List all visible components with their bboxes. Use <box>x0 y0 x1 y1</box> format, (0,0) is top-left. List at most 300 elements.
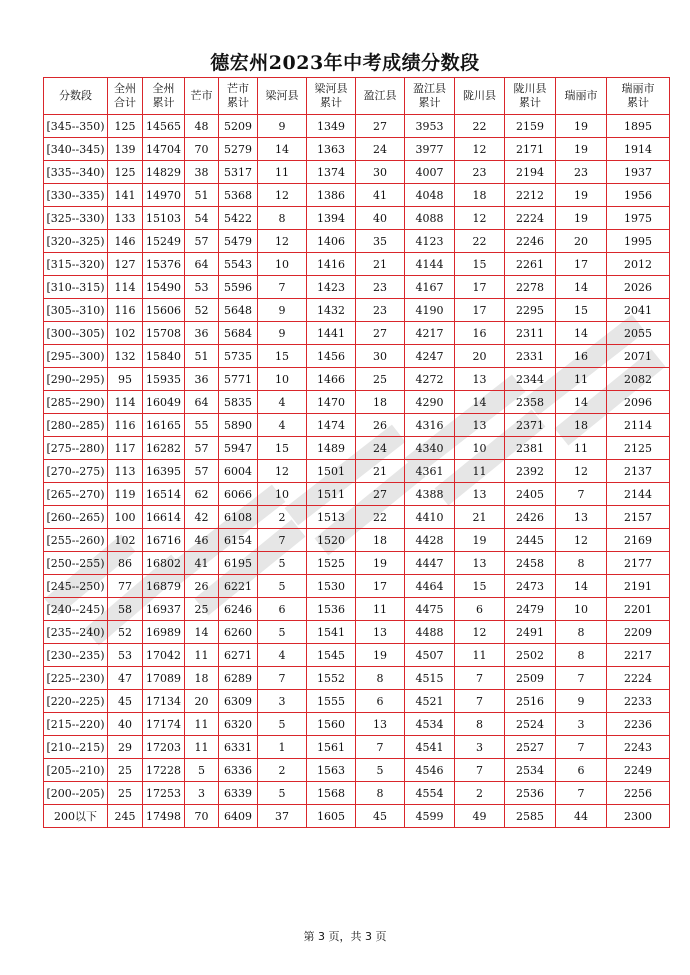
column-header-text: 累计 <box>418 96 441 109</box>
count-cell: 5279 <box>219 138 258 161</box>
table-row <box>44 276 670 299</box>
count-cell: 17 <box>356 575 405 598</box>
count-cell: 30 <box>356 161 405 184</box>
table-row <box>44 322 670 345</box>
count-cell: 19 <box>455 529 505 552</box>
count-cell: 16395 <box>143 460 185 483</box>
count-cell: 6320 <box>219 713 258 736</box>
count-cell: 5 <box>258 713 307 736</box>
count-cell: 23 <box>556 161 607 184</box>
count-cell: 17134 <box>143 690 185 713</box>
count-cell: 100 <box>108 506 143 529</box>
count-cell: 4217 <box>405 322 455 345</box>
count-cell: 4488 <box>405 621 455 644</box>
count-cell: 11 <box>455 460 505 483</box>
count-cell: 24 <box>356 437 405 460</box>
column-header-text: 芒市 <box>227 82 249 95</box>
count-cell: 2082 <box>607 368 670 391</box>
count-cell: 2233 <box>607 690 670 713</box>
count-cell: 4167 <box>405 276 455 299</box>
count-cell: 11 <box>556 437 607 460</box>
count-cell: 18 <box>455 184 505 207</box>
column-header-text: 陇川县 <box>513 82 547 95</box>
count-cell: 15 <box>258 437 307 460</box>
column-header <box>505 78 556 115</box>
count-cell: 2331 <box>505 345 556 368</box>
count-cell: 1 <box>258 736 307 759</box>
count-cell: 11 <box>455 644 505 667</box>
count-cell: 2125 <box>607 437 670 460</box>
count-cell: 47 <box>108 667 143 690</box>
count-cell: 36 <box>185 368 219 391</box>
count-cell: 58 <box>108 598 143 621</box>
count-cell: 1914 <box>607 138 670 161</box>
count-cell: 1530 <box>307 575 356 598</box>
count-cell: 19 <box>556 184 607 207</box>
count-cell: 13 <box>455 552 505 575</box>
count-cell: 1895 <box>607 115 670 138</box>
count-cell: 51 <box>185 345 219 368</box>
count-cell: 4316 <box>405 414 455 437</box>
count-cell: 1975 <box>607 207 670 230</box>
count-cell: 16879 <box>143 575 185 598</box>
count-cell: 6336 <box>219 759 258 782</box>
column-header-text: 累计 <box>320 96 342 109</box>
count-cell: 8 <box>556 621 607 644</box>
table-row <box>44 414 670 437</box>
count-cell: 17 <box>556 253 607 276</box>
count-cell: 245 <box>108 805 143 828</box>
count-cell: 3977 <box>405 138 455 161</box>
count-cell: 4521 <box>405 690 455 713</box>
count-cell: 30 <box>356 345 405 368</box>
count-cell: 14565 <box>143 115 185 138</box>
count-cell: 2071 <box>607 345 670 368</box>
count-cell: 2295 <box>505 299 556 322</box>
count-cell: 2536 <box>505 782 556 805</box>
count-cell: 14704 <box>143 138 185 161</box>
table-row <box>44 529 670 552</box>
count-cell: 117 <box>108 437 143 460</box>
table-row <box>44 713 670 736</box>
count-cell: 2344 <box>505 368 556 391</box>
count-cell: 2278 <box>505 276 556 299</box>
count-cell: 23 <box>356 276 405 299</box>
count-cell: 4 <box>258 414 307 437</box>
count-cell: 9 <box>258 322 307 345</box>
count-cell: 4475 <box>405 598 455 621</box>
table-row <box>44 437 670 460</box>
count-cell: 1560 <box>307 713 356 736</box>
score-range-cell: [205--210) <box>44 759 108 782</box>
count-cell: 4447 <box>405 552 455 575</box>
count-cell: 16989 <box>143 621 185 644</box>
table-row <box>44 621 670 644</box>
table-row <box>44 138 670 161</box>
count-cell: 19 <box>356 552 405 575</box>
count-cell: 15103 <box>143 207 185 230</box>
count-cell: 2534 <box>505 759 556 782</box>
count-cell: 2249 <box>607 759 670 782</box>
count-cell: 18 <box>356 391 405 414</box>
count-cell: 77 <box>108 575 143 598</box>
count-cell: 51 <box>185 184 219 207</box>
count-cell: 4088 <box>405 207 455 230</box>
count-cell: 7 <box>258 276 307 299</box>
count-cell: 4428 <box>405 529 455 552</box>
count-cell: 8 <box>258 207 307 230</box>
count-cell: 10 <box>556 598 607 621</box>
column-header <box>455 78 505 115</box>
count-cell: 4534 <box>405 713 455 736</box>
column-header <box>143 78 185 115</box>
score-range-cell: [320--325) <box>44 230 108 253</box>
count-cell: 17 <box>455 299 505 322</box>
column-header-text: 合计 <box>114 96 136 109</box>
count-cell: 4361 <box>405 460 455 483</box>
count-cell: 3 <box>455 736 505 759</box>
table-row <box>44 230 670 253</box>
count-cell: 25 <box>356 368 405 391</box>
count-cell: 4410 <box>405 506 455 529</box>
count-cell: 14 <box>556 391 607 414</box>
column-header <box>108 78 143 115</box>
score-range-cell: [315--320) <box>44 253 108 276</box>
count-cell: 48 <box>185 115 219 138</box>
count-cell: 17498 <box>143 805 185 828</box>
table-row <box>44 161 670 184</box>
count-cell: 2445 <box>505 529 556 552</box>
count-cell: 7 <box>556 736 607 759</box>
count-cell: 18 <box>556 414 607 437</box>
count-cell: 2392 <box>505 460 556 483</box>
count-cell: 70 <box>185 805 219 828</box>
count-cell: 41 <box>185 552 219 575</box>
count-cell: 16514 <box>143 483 185 506</box>
count-cell: 7 <box>556 782 607 805</box>
count-cell: 44 <box>556 805 607 828</box>
count-cell: 11 <box>258 161 307 184</box>
table-row <box>44 759 670 782</box>
count-cell: 10 <box>258 483 307 506</box>
column-header <box>185 78 219 115</box>
count-cell: 5684 <box>219 322 258 345</box>
count-cell: 5 <box>258 575 307 598</box>
count-cell: 45 <box>108 690 143 713</box>
count-cell: 16165 <box>143 414 185 437</box>
count-cell: 3953 <box>405 115 455 138</box>
score-range-cell: [275--280) <box>44 437 108 460</box>
count-cell: 16614 <box>143 506 185 529</box>
column-header-text: 芒市 <box>190 89 213 102</box>
count-cell: 16282 <box>143 437 185 460</box>
count-cell: 4599 <box>405 805 455 828</box>
count-cell: 6 <box>356 690 405 713</box>
page-title: 德宏州2023年中考成绩分数段 <box>210 52 480 74</box>
count-cell: 19 <box>556 115 607 138</box>
count-cell: 2381 <box>505 437 556 460</box>
count-cell: 6 <box>556 759 607 782</box>
count-cell: 9 <box>556 690 607 713</box>
score-range-cell: [335--340) <box>44 161 108 184</box>
count-cell: 2256 <box>607 782 670 805</box>
column-header-text: 全州 <box>114 82 136 95</box>
count-cell: 2159 <box>505 115 556 138</box>
count-cell: 6260 <box>219 621 258 644</box>
column-header-text: 累计 <box>627 96 649 109</box>
count-cell: 6195 <box>219 552 258 575</box>
count-cell: 2502 <box>505 644 556 667</box>
count-cell: 16 <box>556 345 607 368</box>
count-cell: 52 <box>185 299 219 322</box>
count-cell: 4123 <box>405 230 455 253</box>
count-cell: 2491 <box>505 621 556 644</box>
count-cell: 16049 <box>143 391 185 414</box>
count-cell: 2114 <box>607 414 670 437</box>
score-range-cell: [235--240) <box>44 621 108 644</box>
count-cell: 1432 <box>307 299 356 322</box>
count-cell: 20 <box>185 690 219 713</box>
column-header <box>607 78 670 115</box>
table-row <box>44 598 670 621</box>
count-cell: 4541 <box>405 736 455 759</box>
count-cell: 113 <box>108 460 143 483</box>
count-cell: 14 <box>455 391 505 414</box>
count-cell: 10 <box>455 437 505 460</box>
column-header <box>405 78 455 115</box>
count-cell: 2212 <box>505 184 556 207</box>
count-cell: 19 <box>556 207 607 230</box>
count-cell: 1394 <box>307 207 356 230</box>
count-cell: 22 <box>455 115 505 138</box>
count-cell: 6331 <box>219 736 258 759</box>
count-cell: 5317 <box>219 161 258 184</box>
count-cell: 9 <box>258 299 307 322</box>
table-row <box>44 483 670 506</box>
count-cell: 5543 <box>219 253 258 276</box>
count-cell: 7 <box>258 667 307 690</box>
count-cell: 16716 <box>143 529 185 552</box>
column-header-text: 梁河县 <box>314 82 348 95</box>
count-cell: 36 <box>185 322 219 345</box>
count-cell: 6221 <box>219 575 258 598</box>
count-cell: 2224 <box>505 207 556 230</box>
count-cell: 11 <box>185 713 219 736</box>
count-cell: 13 <box>356 713 405 736</box>
count-cell: 1605 <box>307 805 356 828</box>
score-range-cell: [225--230) <box>44 667 108 690</box>
count-cell: 12 <box>258 230 307 253</box>
count-cell: 15490 <box>143 276 185 299</box>
count-cell: 1386 <box>307 184 356 207</box>
count-cell: 7 <box>556 483 607 506</box>
count-cell: 15 <box>455 253 505 276</box>
count-cell: 5947 <box>219 437 258 460</box>
count-cell: 29 <box>108 736 143 759</box>
count-cell: 86 <box>108 552 143 575</box>
count-cell: 1363 <box>307 138 356 161</box>
count-cell: 2201 <box>607 598 670 621</box>
count-cell: 5 <box>258 552 307 575</box>
count-cell: 64 <box>185 253 219 276</box>
count-cell: 1423 <box>307 276 356 299</box>
count-cell: 1545 <box>307 644 356 667</box>
count-cell: 17203 <box>143 736 185 759</box>
count-cell: 1441 <box>307 322 356 345</box>
count-cell: 6108 <box>219 506 258 529</box>
count-cell: 5890 <box>219 414 258 437</box>
count-cell: 57 <box>185 230 219 253</box>
count-cell: 6339 <box>219 782 258 805</box>
score-range-cell: [330--335) <box>44 184 108 207</box>
count-cell: 1501 <box>307 460 356 483</box>
count-cell: 17042 <box>143 644 185 667</box>
count-cell: 5 <box>258 621 307 644</box>
count-cell: 24 <box>356 138 405 161</box>
count-cell: 5735 <box>219 345 258 368</box>
count-cell: 7 <box>258 529 307 552</box>
count-cell: 7 <box>455 667 505 690</box>
count-cell: 4 <box>258 391 307 414</box>
count-cell: 12 <box>455 138 505 161</box>
count-cell: 41 <box>356 184 405 207</box>
count-cell: 25 <box>185 598 219 621</box>
count-cell: 5596 <box>219 276 258 299</box>
count-cell: 11 <box>356 598 405 621</box>
count-cell: 1349 <box>307 115 356 138</box>
count-cell: 40 <box>108 713 143 736</box>
count-cell: 6066 <box>219 483 258 506</box>
count-cell: 4515 <box>405 667 455 690</box>
count-cell: 14970 <box>143 184 185 207</box>
table-row <box>44 782 670 805</box>
score-range-cell: [255--260) <box>44 529 108 552</box>
table-row <box>44 253 670 276</box>
column-header-text: 分数段 <box>59 89 92 102</box>
count-cell: 116 <box>108 299 143 322</box>
count-cell: 20 <box>455 345 505 368</box>
count-cell: 2 <box>258 759 307 782</box>
count-cell: 133 <box>108 207 143 230</box>
count-cell: 14 <box>556 575 607 598</box>
count-cell: 40 <box>356 207 405 230</box>
score-range-cell: 200以下 <box>44 805 108 828</box>
count-cell: 5771 <box>219 368 258 391</box>
count-cell: 5835 <box>219 391 258 414</box>
count-cell: 13 <box>455 368 505 391</box>
count-cell: 1561 <box>307 736 356 759</box>
count-cell: 1470 <box>307 391 356 414</box>
table-row <box>44 299 670 322</box>
count-cell: 2194 <box>505 161 556 184</box>
count-cell: 8 <box>556 552 607 575</box>
score-range-cell: [290--295) <box>44 368 108 391</box>
count-cell: 2311 <box>505 322 556 345</box>
count-cell: 15708 <box>143 322 185 345</box>
count-cell: 70 <box>185 138 219 161</box>
score-range-cell: [345--350) <box>44 115 108 138</box>
count-cell: 2300 <box>607 805 670 828</box>
count-cell: 2458 <box>505 552 556 575</box>
score-range-cell: [200--205) <box>44 782 108 805</box>
count-cell: 2209 <box>607 621 670 644</box>
count-cell: 8 <box>556 644 607 667</box>
count-cell: 5368 <box>219 184 258 207</box>
count-cell: 11 <box>185 736 219 759</box>
count-cell: 2055 <box>607 322 670 345</box>
count-cell: 1525 <box>307 552 356 575</box>
count-cell: 141 <box>108 184 143 207</box>
count-cell: 4554 <box>405 782 455 805</box>
count-cell: 16 <box>455 322 505 345</box>
count-cell: 6289 <box>219 667 258 690</box>
count-cell: 15 <box>455 575 505 598</box>
count-cell: 14 <box>556 322 607 345</box>
count-cell: 15606 <box>143 299 185 322</box>
count-cell: 2157 <box>607 506 670 529</box>
count-cell: 11 <box>556 368 607 391</box>
count-cell: 15935 <box>143 368 185 391</box>
count-cell: 2261 <box>505 253 556 276</box>
count-cell: 1456 <box>307 345 356 368</box>
count-cell: 119 <box>108 483 143 506</box>
score-range-cell: [245--250) <box>44 575 108 598</box>
column-header-text: 全州 <box>152 82 175 95</box>
count-cell: 12 <box>258 460 307 483</box>
score-range-cell: [295--300) <box>44 345 108 368</box>
count-cell: 16937 <box>143 598 185 621</box>
count-cell: 14 <box>258 138 307 161</box>
table-body <box>44 115 670 828</box>
count-cell: 15840 <box>143 345 185 368</box>
count-cell: 22 <box>455 230 505 253</box>
page-footer: 第 3 页，共 3 页 <box>303 930 387 943</box>
column-header-text: 盈江县 <box>413 82 446 95</box>
score-range-cell: [240--245) <box>44 598 108 621</box>
count-cell: 125 <box>108 161 143 184</box>
count-cell: 13 <box>455 414 505 437</box>
count-cell: 114 <box>108 391 143 414</box>
count-cell: 2191 <box>607 575 670 598</box>
count-cell: 5 <box>185 759 219 782</box>
count-cell: 2 <box>258 506 307 529</box>
count-cell: 26 <box>185 575 219 598</box>
count-cell: 25 <box>108 759 143 782</box>
count-cell: 8 <box>356 667 405 690</box>
count-cell: 2217 <box>607 644 670 667</box>
count-cell: 2527 <box>505 736 556 759</box>
count-cell: 7 <box>556 667 607 690</box>
count-cell: 6 <box>258 598 307 621</box>
count-cell: 13 <box>356 621 405 644</box>
column-header <box>258 78 307 115</box>
count-cell: 125 <box>108 115 143 138</box>
count-cell: 1511 <box>307 483 356 506</box>
count-cell: 1416 <box>307 253 356 276</box>
score-range-cell: [210--215) <box>44 736 108 759</box>
count-cell: 114 <box>108 276 143 299</box>
count-cell: 21 <box>356 253 405 276</box>
score-range-cell: [270--275) <box>44 460 108 483</box>
column-header-text: 陇川县 <box>463 89 496 102</box>
count-cell: 17089 <box>143 667 185 690</box>
count-cell: 7 <box>356 736 405 759</box>
count-cell: 52 <box>108 621 143 644</box>
count-cell: 57 <box>185 460 219 483</box>
count-cell: 2236 <box>607 713 670 736</box>
count-cell: 4190 <box>405 299 455 322</box>
count-cell: 2169 <box>607 529 670 552</box>
